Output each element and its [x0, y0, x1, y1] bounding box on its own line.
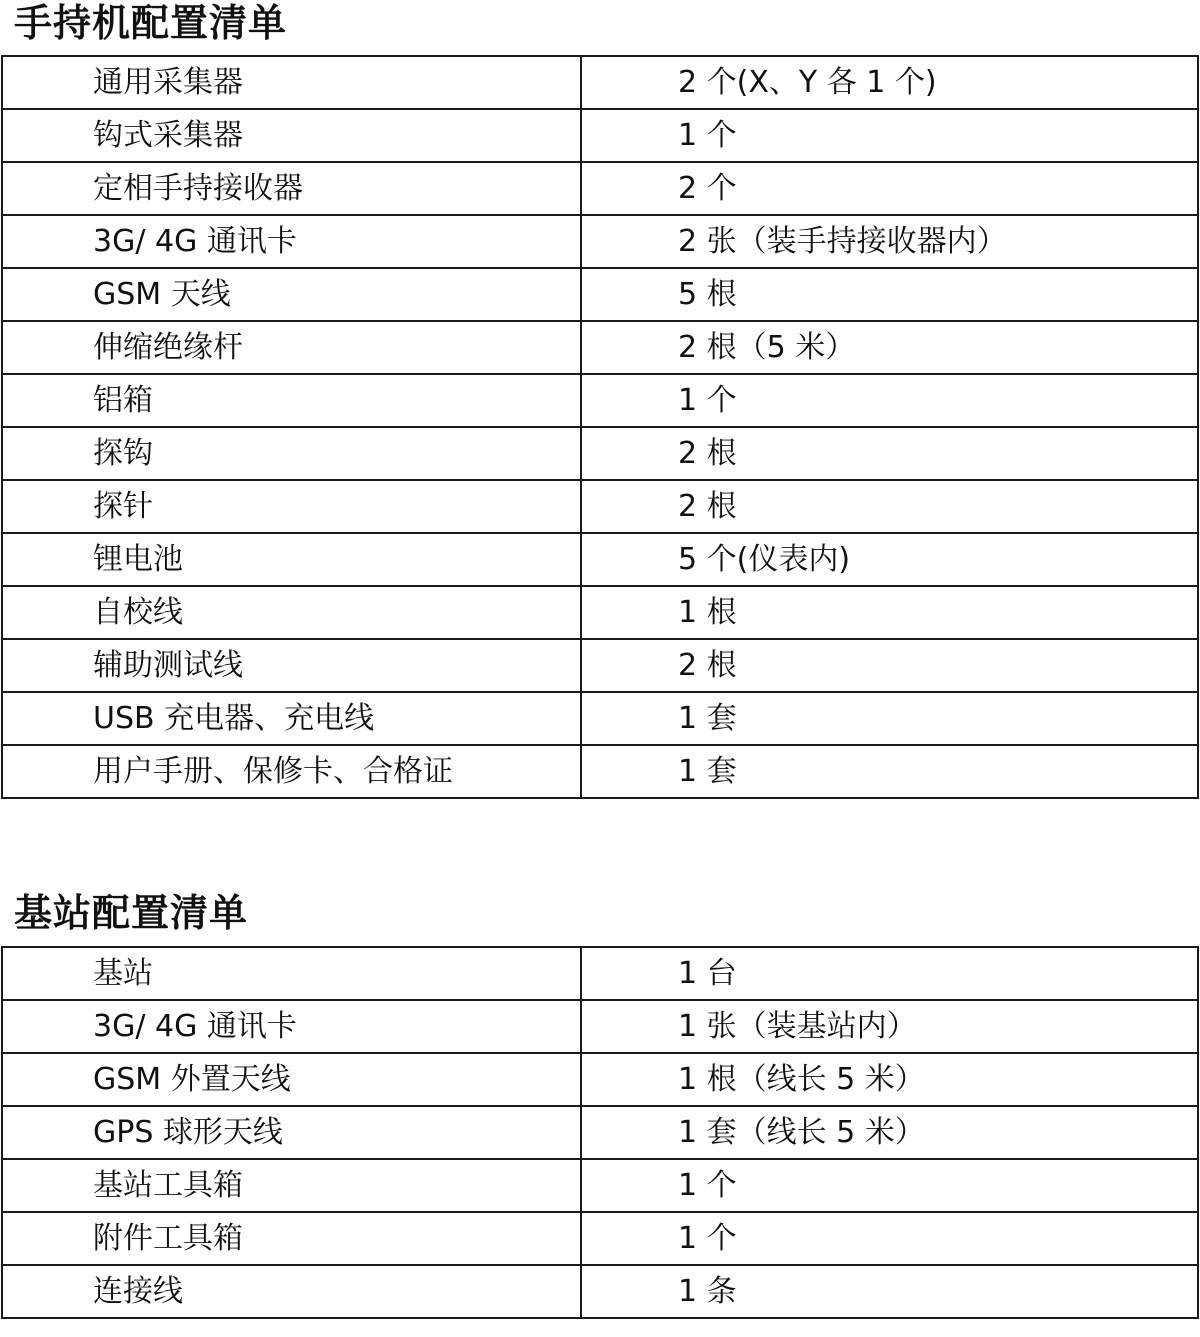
table-row	[2, 692, 1198, 745]
item-name: 探针	[2, 480, 581, 533]
table-row	[2, 109, 1198, 162]
table-row	[2, 1106, 1198, 1159]
table-row	[2, 1159, 1198, 1212]
item-quantity: 1 套	[581, 745, 1198, 798]
item-name: GSM 外置天线	[2, 1053, 581, 1106]
item-name: 连接线	[2, 1265, 581, 1318]
item-name: 基站工具箱	[2, 1159, 581, 1212]
item-quantity: 1 张（装基站内）	[581, 1000, 1198, 1053]
table-row	[2, 268, 1198, 321]
item-name: USB 充电器、充电线	[2, 692, 581, 745]
handheld-config-table	[1, 55, 1199, 799]
item-name: 自校线	[2, 586, 581, 639]
item-name: GPS 球形天线	[2, 1106, 581, 1159]
table-row	[2, 162, 1198, 215]
item-name: GSM 天线	[2, 268, 581, 321]
table-row	[2, 374, 1198, 427]
table-row	[2, 321, 1198, 374]
item-name: 铝箱	[2, 374, 581, 427]
item-quantity: 1 条	[581, 1265, 1198, 1318]
table-row	[2, 533, 1198, 586]
item-quantity: 1 个	[581, 1212, 1198, 1265]
base-station-config-title: 基站配置清单	[14, 891, 249, 935]
item-name: 基站	[2, 947, 581, 1000]
item-name: 辅助测试线	[2, 639, 581, 692]
item-quantity: 2 个	[581, 162, 1198, 215]
item-quantity: 5 个(仪表内)	[581, 533, 1198, 586]
item-quantity: 1 根	[581, 586, 1198, 639]
item-quantity: 2 个(X、Y 各 1 个)	[581, 56, 1198, 109]
base-station-config-table	[1, 946, 1199, 1319]
table-row	[2, 480, 1198, 533]
table-row	[2, 215, 1198, 268]
item-quantity: 2 根	[581, 639, 1198, 692]
table-row	[2, 1000, 1198, 1053]
item-quantity: 1 台	[581, 947, 1198, 1000]
item-quantity: 2 根（5 米）	[581, 321, 1198, 374]
handheld-config-title: 手持机配置清单	[14, 1, 288, 45]
item-quantity: 1 套	[581, 692, 1198, 745]
item-name: 探钩	[2, 427, 581, 480]
item-name: 附件工具箱	[2, 1212, 581, 1265]
item-name: 伸缩绝缘杆	[2, 321, 581, 374]
item-name: 3G/ 4G 通讯卡	[2, 215, 581, 268]
item-quantity: 1 套（线长 5 米）	[581, 1106, 1198, 1159]
item-quantity: 2 根	[581, 427, 1198, 480]
item-quantity: 1 个	[581, 374, 1198, 427]
table-row	[2, 586, 1198, 639]
item-quantity: 1 根（线长 5 米）	[581, 1053, 1198, 1106]
table-row	[2, 1265, 1198, 1318]
table-row	[2, 1212, 1198, 1265]
item-name: 3G/ 4G 通讯卡	[2, 1000, 581, 1053]
item-quantity: 5 根	[581, 268, 1198, 321]
table-row	[2, 947, 1198, 1000]
table-row	[2, 1053, 1198, 1106]
table-row	[2, 745, 1198, 798]
item-quantity: 2 张（装手持接收器内）	[581, 215, 1198, 268]
item-quantity: 2 根	[581, 480, 1198, 533]
item-name: 钩式采集器	[2, 109, 581, 162]
item-name: 锂电池	[2, 533, 581, 586]
item-quantity: 1 个	[581, 109, 1198, 162]
table-row	[2, 56, 1198, 109]
table-row	[2, 639, 1198, 692]
item-quantity: 1 个	[581, 1159, 1198, 1212]
table-row	[2, 427, 1198, 480]
item-name: 通用采集器	[2, 56, 581, 109]
item-name: 用户手册、保修卡、合格证	[2, 745, 581, 798]
item-name: 定相手持接收器	[2, 162, 581, 215]
